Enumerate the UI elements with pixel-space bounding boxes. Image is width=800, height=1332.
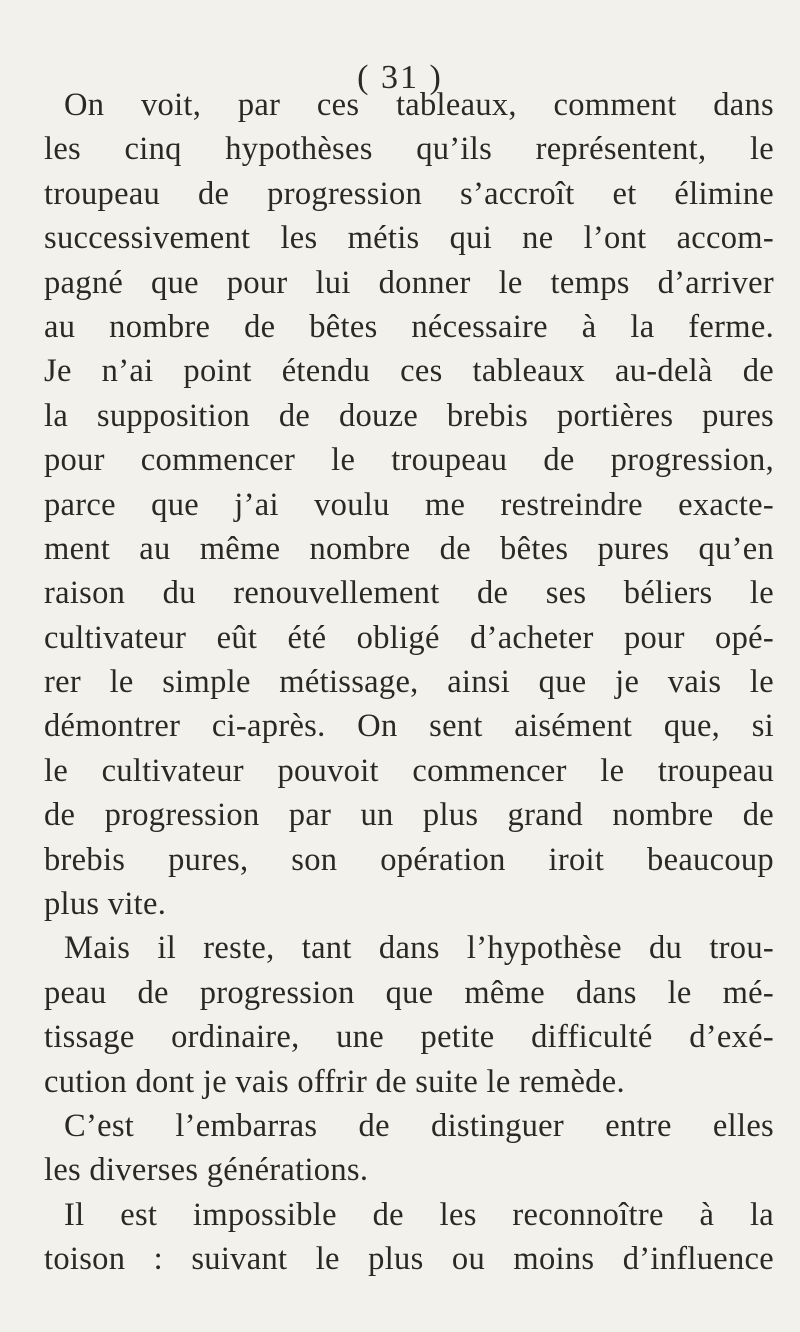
text-line: pour commencer le troupeau de progression,	[44, 442, 774, 479]
text-line: les cinq hypothèses qu’ils représentent, le	[44, 131, 774, 168]
text-line: plus vite.	[44, 886, 167, 923]
text-line: raison du renouvellement de ses béliers le	[44, 575, 774, 612]
text-line: C’est l’embarras de distinguer entre elles	[64, 1107, 774, 1144]
text-line: On voit, par ces tableaux, comment dans	[64, 87, 774, 123]
text-line: au nombre de bêtes nécessaire à la ferme.	[44, 308, 774, 345]
text-line: toison : suivant le plus ou moins d’influence	[44, 1241, 774, 1278]
text-line: cution dont je vais offrir de suite le remède.	[44, 1063, 625, 1100]
text-line: tissage ordinaire, une petite difficulté d’exé-	[44, 1019, 774, 1056]
text-line: rer le simple métissage, ainsi que je vais le	[44, 664, 774, 701]
text-line: brebis pures, son opération iroit beaucoup	[44, 841, 774, 878]
text-line: parce que j’ai voulu me restreindre exacte-	[44, 486, 774, 523]
text-line: pagné que pour lui donner le temps d’arriver	[44, 264, 774, 301]
text-line: peau de progression que même dans le mé-	[44, 974, 774, 1011]
text-line: le cultivateur pouvoit commencer le troupeau	[44, 752, 774, 789]
text-line: la supposition de douze brebis portières pures	[44, 397, 774, 434]
text-line: troupeau de progression s’accroît et élimine	[44, 175, 774, 212]
text-line: Je n’ai point étendu ces tableaux au-delà de	[44, 353, 774, 390]
text-line: cultivateur eût été obligé d’acheter pour opé-	[44, 619, 774, 656]
text-line: successivement les métis qui ne l’ont accom-	[44, 220, 774, 257]
page-number: ( 31 )	[357, 59, 443, 96]
text-line: de progression par un plus grand nombre de	[44, 797, 774, 834]
text-line: démontrer ci-après. On sent aisément que, si	[44, 708, 774, 745]
text-line: les diverses générations.	[44, 1152, 369, 1189]
text-line: Mais il reste, tant dans l’hypothèse du trou-	[64, 930, 774, 967]
text-line: Il est impossible de les reconnoître à la	[64, 1196, 774, 1233]
text-line: ment au même nombre de bêtes pures qu’en	[44, 530, 774, 567]
body-text	[44, 83, 774, 1282]
